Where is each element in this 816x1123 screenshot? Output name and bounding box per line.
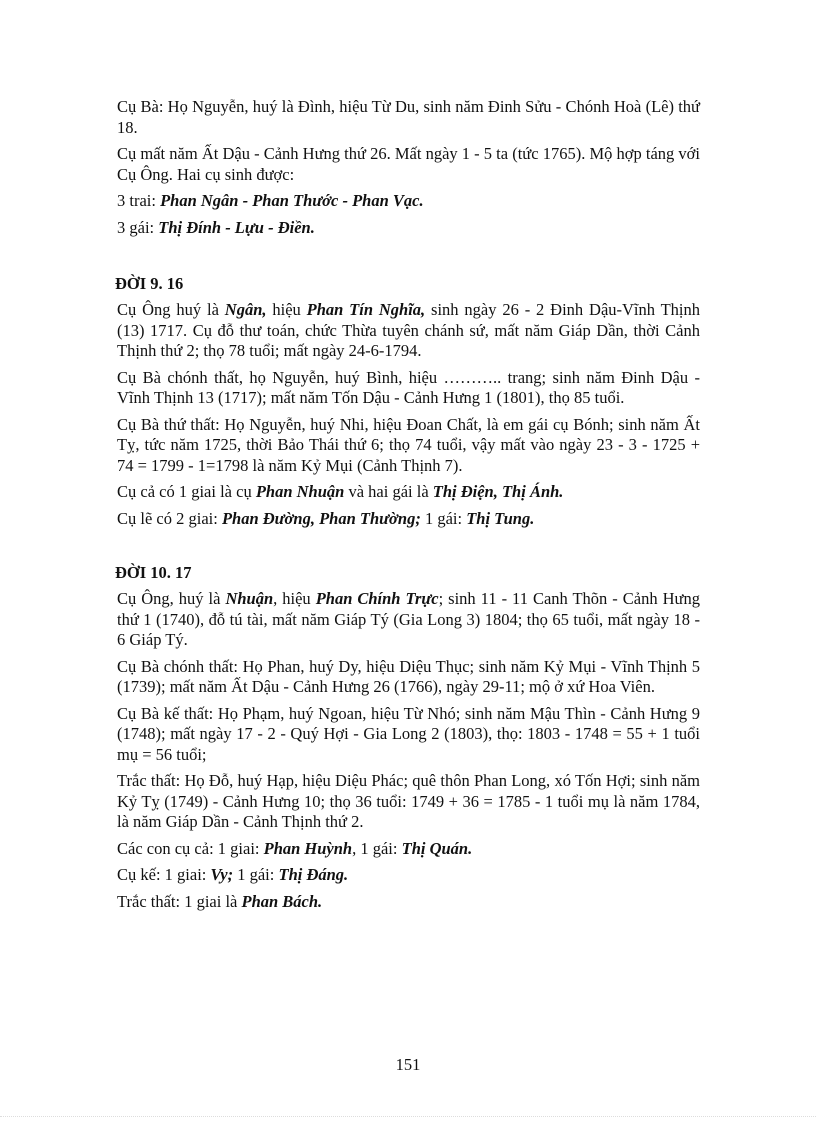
- gen10-cu-ong: Cụ Ông, huý là Nhuận, hiệu Phan Chính Trực; sinh 11 - 11 Canh Thõn - Cảnh Hưng thứ 1 (1740), đỗ tú tài, mất năm Giáp Tý (Gia Long 3) 1804; thọ 65 tuổi, mất ngày 18 - 6 Giáp Tý.: [117, 589, 700, 649]
- gen9-children-ca: Cụ cả có 1 giai là cụ Phan Nhuận và hai gái là Thị Điện, Thị Ánh.: [117, 482, 564, 501]
- generation-10-heading: ĐỜI 10. 17: [115, 563, 192, 582]
- gen10-children-ca: Các con cụ cả: 1 giai: Phan Huỳnh, 1 gái: Thị Quán.: [117, 838, 473, 858]
- gen10-children-trac-that: Trắc thất: 1 giai là Phan Bách.: [117, 891, 323, 911]
- paragraph-cu-mat: Cụ mất năm Ất Dậu - Cảnh Hưng thứ 26. Mất ngày 1 - 5 ta (tức 1765). Mộ hợp táng với Cụ Ông. Hai cụ sinh được:: [117, 144, 700, 184]
- gen9-cu-ba-chinh-that: Cụ Bà chónh thất, họ Nguyễn, huý Bình, hiệu ……….. trang; sinh năm Đinh Dậu - Vĩnh Thịnh 13 (1717); mất năm Tốn Dậu - Cảnh Hưng 1 (1801), thọ 85 tuổi.: [117, 367, 700, 407]
- page-number: 151: [395, 1055, 421, 1074]
- gen9-cu-ba-thu-that: Cụ Bà thứ thất: Họ Nguyễn, huý Nhi, hiệu Đoan Chất, là em gái cụ Bónh; sinh năm Ất Tỵ, tức năm 1725, thời Bảo Thái thứ 6; thọ 74 tuổi, vậy mất vào ngày 23 - 3 - 1725 + 74 = 1799 - 1=1798 là năm Kỷ Mụi (Cảnh Thịnh 7).: [117, 414, 700, 475]
- gen10-trac-that: Trắc thất: Họ Đỗ, huý Hạp, hiệu Diệu Phác; quê thôn Phan Long, xó Tốn Hợi; sinh năm Kỷ Tỵ (1749) - Cảnh Hưng 10; thọ 36 tuổi: 1749 + 36 = 1785 - 1 tuổi mụ là năm 1784, là năm Giáp Dần - Cảnh Thịnh thứ 2.: [117, 771, 700, 831]
- sons-prefix: 3 trai:: [117, 191, 161, 210]
- daughters-line: [117, 218, 700, 239]
- daughters-prefix: 3 gái:: [117, 217, 159, 237]
- sons-names: Phan Ngân - Phan Thước - Phan Vạc.: [160, 191, 424, 210]
- gen10-cu-ba-ke-that: Cụ Bà kế thất: Họ Phạm, huý Ngoan, hiệu Từ Nhó; sinh năm Mậu Thìn - Cảnh Hưng 9 (1748); mất ngày 17 - 2 - Quý Hợi - Gia Long 2 (1803), thọ: 1803 - 1748 = 55 + 1 tuổi mụ = 56 tuổi;: [117, 703, 700, 764]
- gen10-cu-ba-chinh-that: Cụ Bà chónh thất: Họ Phan, huý Dy, hiệu Diệu Thục; sinh năm Kỷ Mụi - Vĩnh Thịnh 5 (1739); mất năm Ất Dậu - Cảnh Hưng 26 (1766), ngày 29-11; mộ ở xứ Hoa Viên.: [117, 656, 700, 696]
- page-bottom-divider: [0, 1116, 816, 1117]
- page-body: [117, 97, 700, 918]
- gen9-cu-ong: Cụ Ông huý là Ngân, hiệu Phan Tín Nghĩa, sinh ngày 26 - 2 Đinh Dậu-Vĩnh Thịnh (13) 1717. Cụ đỗ thư toán, chức Thừa tuyên chánh sứ, mất năm Giáp Dần, thời Cảnh Thịnh thứ 2; thọ 78 tuổi; mất ngày 24-6-1794.: [117, 300, 700, 360]
- daughters-names: Thị Đính - Lựu - Điền.: [158, 217, 315, 237]
- gen9-children-le: Cụ lẽ có 2 giai: Phan Đường, Phan Thường; 1 gái: Thị Tung.: [117, 508, 535, 528]
- gen10-children-ke: Cụ kế: 1 giai: Vy; 1 gái: Thị Đáng.: [117, 865, 349, 884]
- generation-9-heading: ĐỜI 9. 16: [115, 274, 184, 293]
- paragraph-cu-ba-dinh: Cụ Bà: Họ Nguyễn, huý là Đình, hiệu Từ Du, sinh năm Đinh Sửu - Chónh Hoà (Lê) thứ 18.: [117, 97, 700, 137]
- sons-line: [117, 191, 700, 212]
